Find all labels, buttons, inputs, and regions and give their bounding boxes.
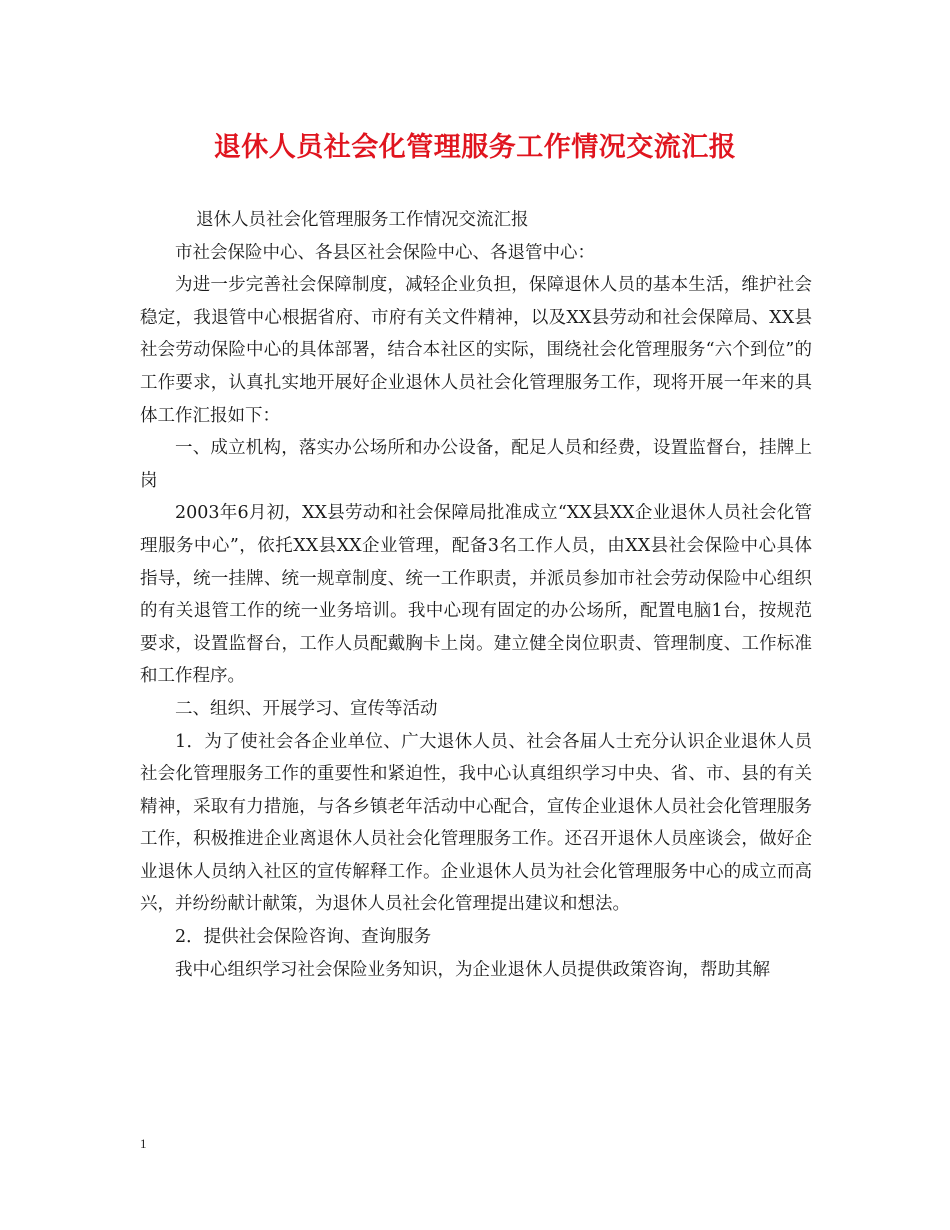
subtitle-paragraph: 退休人员社会化管理服务工作情况交流汇报 bbox=[196, 210, 529, 230]
section-heading-2: 二、组织、开展学习、宣传等活动 bbox=[175, 698, 438, 719]
section-heading-1: 一、成立机构，落实办公场所和办公设备，配足人员和经费，设置监督台，挂牌上岗 bbox=[140, 438, 812, 491]
intro-paragraph: 为进一步完善社会保障制度，减轻企业负担，保障退休人员的基本生活，维护社会稳定，我退管中心根据省府、市府有关文件精神，以及XX县劳动和社会保障局、XX县社会劳动保险中心的具体部署，结合本社区的实际，围绕社会化管理服务“六个到位”的工作要求，认真扎实地开展好企业退休人员社会化管理服务工作，现将开展一年来的具体工作汇报如下： bbox=[140, 275, 812, 426]
body-paragraph: 我中心组织学习社会保险业务知识，为企业退休人员提供政策咨询，帮助其解 bbox=[175, 959, 770, 980]
salutation-paragraph: 市社会保险中心、各县区社会保险中心、各退管中心： bbox=[175, 242, 595, 263]
body-paragraph: 2003年6月初，XX县劳动和社会保障局批准成立“XX县XX企业退休人员社会化管理服务中心”，依托XX县XX企业管理，配备3名工作人员，由XX县社会保险中心具体指导，统一挂牌、统一规章制度、统一工作职责，并派员参加市社会劳动保险中心组织的有关退管工作的统一业务培训。我中心现有固定的办公场所，配置电脑1台，按规范要求，设置监督台，工作人员配戴胸卡上岗。建立健全岗位职责、管理制度、工作标准和工作程序。 bbox=[140, 503, 812, 687]
subsection-heading: 2．提供社会保险咨询、查询服务 bbox=[175, 927, 432, 948]
document-title: 退休人员社会化管理服务工作情况交流汇报 bbox=[213, 132, 737, 163]
document-body bbox=[140, 204, 812, 986]
page-number: 1 bbox=[140, 1136, 147, 1151]
body-paragraph: 1．为了使社会各企业单位、广大退休人员、社会各届人士充分认识企业退休人员社会化管理服务工作的重要性和紧迫性，我中心认真组织学习中央、省、市、县的有关精神，采取有力措施，与各乡镇老年活动中心配合，宣传企业退休人员社会化管理服务工作，积极推进企业离退休人员社会化管理服务工作。还召开退休人员座谈会，做好企业退休人员纳入社区的宣传解释工作。企业退休人员为社会化管理服务中心的成立而高兴，并纷纷献计献策，为退休人员社会化管理提出建议和想法。 bbox=[140, 731, 812, 915]
